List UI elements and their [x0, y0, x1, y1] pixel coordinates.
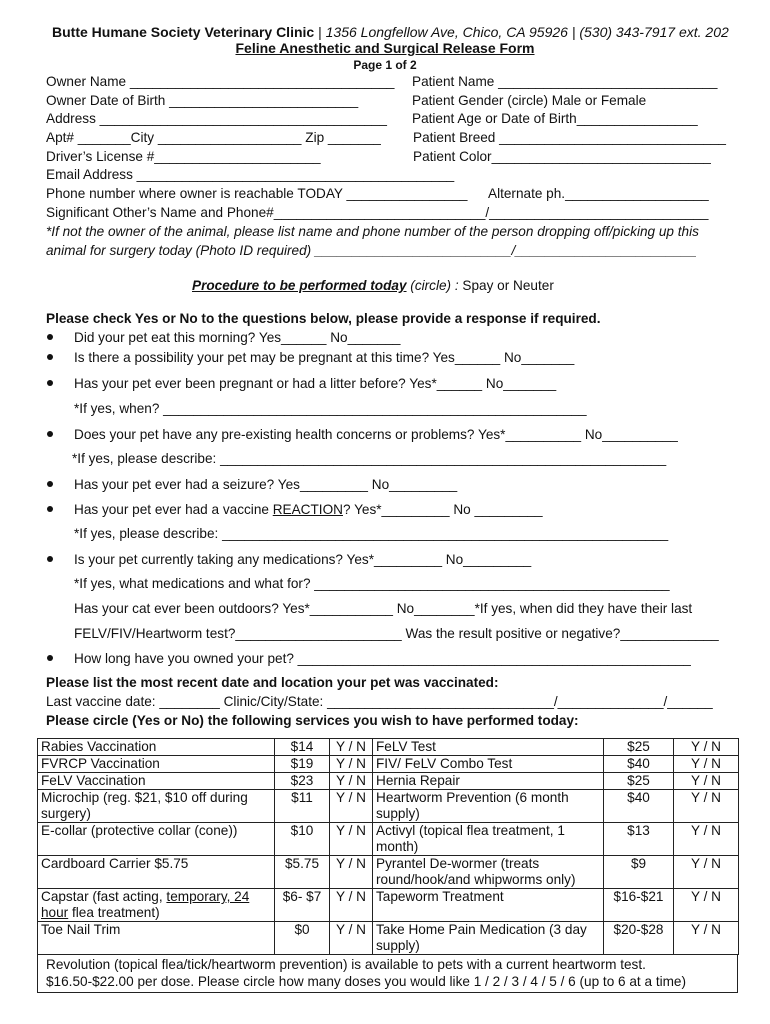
clinic-contact: 1356 Longfellow Ave, Chico, CA 95926 | (530) 343-7917 ext. 202 — [325, 24, 729, 40]
question-medications[interactable]: Is your pet currently taking any medications? Yes*_________ No_________ — [74, 552, 532, 567]
service-name: FIV/ FeLV Combo Test — [373, 756, 604, 773]
service-price: $19 — [275, 756, 330, 773]
service-name: E-collar (protective collar (cone)) — [38, 823, 275, 856]
drivers-license-field[interactable]: Driver’s License #______________________ — [46, 149, 321, 164]
service-yes-no[interactable]: Y / N — [330, 889, 373, 922]
service-name: Heartworm Prevention (6 month supply) — [373, 790, 604, 823]
table-row — [38, 739, 739, 756]
service-name: Rabies Vaccination — [38, 739, 275, 756]
patient-color-field[interactable]: Patient Color_____________________________ — [413, 149, 711, 164]
service-name: FeLV Test — [373, 739, 604, 756]
question-reaction-describe-field[interactable]: *If yes, please describe: ___________________________________________________________ — [74, 526, 669, 541]
question-health-describe-field[interactable]: *If yes, please describe: ___________________________________________________________ — [72, 451, 667, 466]
service-price: $23 — [275, 773, 330, 790]
photo-id-note: *If not the owner of the animal, please list name and phone number of the person dropping off/picking up this — [46, 224, 699, 239]
table-row — [38, 790, 739, 823]
bullet-icon — [47, 380, 55, 388]
service-price: $20-$28 — [604, 922, 674, 955]
table-row — [38, 773, 739, 790]
service-name: FeLV Vaccination — [38, 773, 275, 790]
service-yes-no[interactable]: Y / N — [330, 756, 373, 773]
service-price: $40 — [604, 790, 674, 823]
service-price: $5.75 — [275, 856, 330, 889]
table-row — [38, 889, 739, 922]
service-yes-no[interactable]: Y / N — [330, 922, 373, 955]
service-yes-no[interactable]: Y / N — [674, 756, 739, 773]
service-price: $0 — [275, 922, 330, 955]
service-price: $10 — [275, 823, 330, 856]
service-name — [38, 889, 275, 922]
service-price: $25 — [604, 773, 674, 790]
question-vaccine-reaction[interactable] — [74, 502, 543, 518]
email-field[interactable]: Email Address __________________________________________ — [46, 167, 455, 182]
revolution-note[interactable]: Revolution (topical flea/tick/heartworm prevention) is available to pets with a current heartworm test. $16.50-$22.00 per dose. Please circle how many doses you would like 1 / 2 / 3 / 4 / 5 / 6 (up to 6 at a time) — [37, 955, 738, 993]
service-name: Take Home Pain Medication (3 day supply) — [373, 922, 604, 955]
question-pregnant-now[interactable]: Is there a possibility your pet may be pregnant at this time? Yes______ No_______ — [74, 350, 575, 365]
service-yes-no[interactable]: Y / N — [330, 739, 373, 756]
last-vaccine-field[interactable]: Last vaccine date: ________ Clinic/City/State: ______________________________/______________/______ — [46, 694, 713, 709]
service-yes-no[interactable]: Y / N — [330, 790, 373, 823]
service-name: Activyl (topical flea treatment, 1 month) — [373, 823, 604, 856]
service-yes-no[interactable]: Y / N — [674, 922, 739, 955]
service-yes-no[interactable]: Y / N — [330, 823, 373, 856]
service-price: $9 — [604, 856, 674, 889]
question-pregnant-when-field[interactable]: *If yes, when? ________________________________________________________ — [74, 401, 587, 416]
address-field[interactable]: Address ______________________________________ — [46, 111, 387, 126]
alternate-phone-field[interactable]: Alternate ph.___________________ — [488, 186, 709, 201]
question-vaccine-reaction-prefix: Has your pet ever had a vaccine — [74, 502, 273, 517]
vaccination-heading: Please list the most recent date and location your pet was vaccinated: — [46, 675, 499, 690]
services-heading: Please circle (Yes or No) the following services you wish to have performed today: — [46, 713, 579, 728]
patient-age-field[interactable]: Patient Age or Date of Birth________________ — [412, 111, 698, 126]
service-yes-no[interactable]: Y / N — [674, 790, 739, 823]
table-row — [38, 756, 739, 773]
table-row — [38, 823, 739, 856]
service-yes-no[interactable]: Y / N — [674, 739, 739, 756]
question-vaccine-reaction-suffix: ? Yes*_________ No _________ — [342, 502, 543, 517]
service-yes-no[interactable]: Y / N — [674, 823, 739, 856]
bullet-icon — [47, 481, 55, 489]
question-felv-test[interactable]: FELV/FIV/Heartworm test?______________________ Was the result positive or negative?_____________ — [74, 626, 719, 641]
service-yes-no[interactable]: Y / N — [674, 773, 739, 790]
service-name-part: flea treatment) — [68, 905, 160, 920]
procedure-circle-note: (circle) : — [406, 278, 463, 293]
service-yes-no[interactable]: Y / N — [330, 856, 373, 889]
patient-gender-field[interactable]: Patient Gender (circle) Male or Female — [412, 93, 647, 108]
service-price: $14 — [275, 739, 330, 756]
significant-other-field[interactable]: Significant Other’s Name and Phone#____________________________/_____________________________ — [46, 205, 709, 220]
owner-dob-field[interactable]: Owner Date of Birth _________________________ — [46, 93, 359, 108]
service-name: Tapeworm Treatment — [373, 889, 604, 922]
patient-breed-field[interactable]: Patient Breed ______________________________ — [413, 130, 726, 145]
service-price: $6- $7 — [275, 889, 330, 922]
question-outdoors[interactable]: Has your cat ever been outdoors? Yes*___________ No________*If yes, when did they have their last — [74, 601, 693, 616]
service-price: $16-$21 — [604, 889, 674, 922]
question-how-long-owned[interactable]: How long have you owned your pet? ____________________________________________________ — [74, 651, 691, 666]
service-name-emphasis: temporary, 24 hour — [41, 889, 250, 920]
question-medications-what-field[interactable]: *If yes, what medications and what for? _______________________________________________ — [74, 576, 670, 591]
service-name-part: Capstar (fast acting, — [41, 889, 167, 904]
service-name: Pyrantel De-wormer (treats round/hook/and whipworms only) — [373, 856, 604, 889]
page-label: Page 1 of 2 — [353, 58, 417, 72]
phone-today-field[interactable]: Phone number where owner is reachable TODAY ________________ — [46, 186, 468, 201]
questions-heading: Please check Yes or No to the questions below, please provide a response if required. — [46, 311, 601, 326]
question-health-concerns[interactable]: Does your pet have any pre-existing health concerns or problems? Yes*__________ No__________ — [74, 427, 678, 442]
apt-city-zip-field[interactable]: Apt# _______City ___________________ Zip _______ — [46, 130, 381, 145]
service-yes-no[interactable]: Y / N — [674, 889, 739, 922]
bullet-icon — [47, 506, 55, 514]
bullet-icon — [47, 655, 55, 663]
bullet-icon — [47, 556, 55, 564]
procedure-label: Procedure to be performed today — [192, 278, 407, 293]
procedure-line — [192, 278, 554, 294]
question-ate-this-morning[interactable]: Did your pet eat this morning? Yes______ No_______ — [74, 330, 401, 345]
service-price: $40 — [604, 756, 674, 773]
bullet-icon — [47, 431, 55, 439]
form-title: Feline Anesthetic and Surgical Release Form — [235, 40, 535, 56]
service-yes-no[interactable]: Y / N — [330, 773, 373, 790]
header-separator: | — [314, 24, 326, 40]
table-row — [38, 922, 739, 955]
service-price: $11 — [275, 790, 330, 823]
service-name: Hernia Repair — [373, 773, 604, 790]
question-vaccine-reaction-emphasis: REACTION — [272, 502, 343, 517]
service-price: $13 — [604, 823, 674, 856]
clinic-header — [52, 24, 729, 40]
photo-id-field[interactable]: animal for surgery today (Photo ID required) __________________________/________________________ — [46, 243, 697, 258]
owner-name-field[interactable]: Owner Name ___________________________________ — [46, 74, 395, 89]
service-name: Toe Nail Trim — [38, 922, 275, 955]
table-row — [38, 856, 739, 889]
bullet-icon — [47, 354, 55, 362]
service-name: FVRCP Vaccination — [38, 756, 275, 773]
services-table — [37, 738, 739, 955]
patient-name-field[interactable]: Patient Name _____________________________ — [412, 74, 718, 89]
service-price: $25 — [604, 739, 674, 756]
procedure-options[interactable]: Spay or Neuter — [462, 278, 554, 293]
service-name: Cardboard Carrier $5.75 — [38, 856, 275, 889]
clinic-name: Butte Humane Society Veterinary Clinic — [52, 24, 315, 40]
question-pregnant-before[interactable]: Has your pet ever been pregnant or had a litter before? Yes*______ No_______ — [74, 376, 557, 391]
question-seizure[interactable]: Has your pet ever had a seizure? Yes_________ No_________ — [74, 477, 458, 492]
service-yes-no[interactable]: Y / N — [674, 856, 739, 889]
bullet-icon — [47, 334, 55, 342]
service-name: Microchip (reg. $21, $10 off during surgery) — [38, 790, 275, 823]
